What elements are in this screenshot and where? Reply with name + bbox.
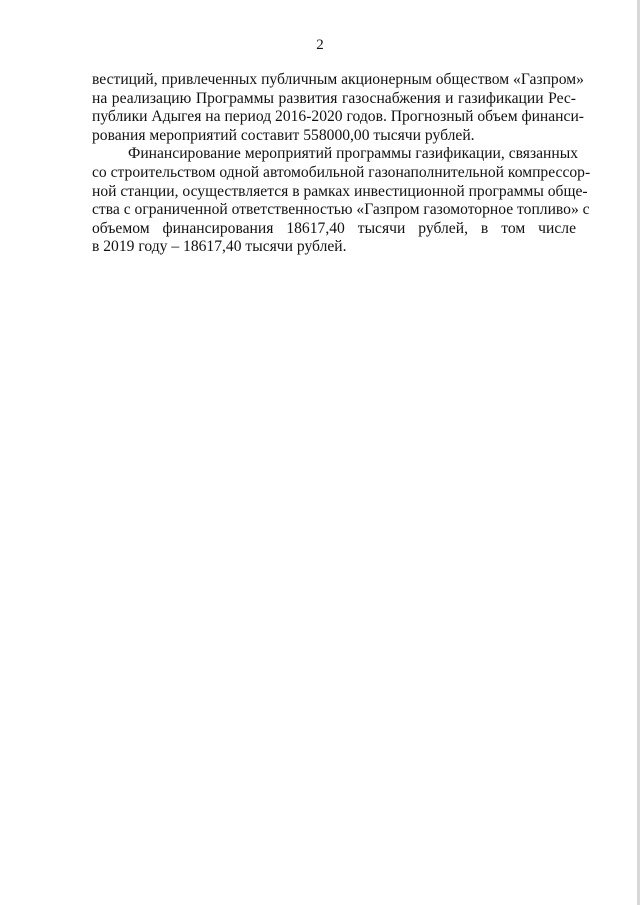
paragraph-financing xyxy=(92,145,591,257)
text-line: ства с ограниченной ответственностью «Газпром газомоторное топливо» с xyxy=(92,201,590,219)
page-number: 2 xyxy=(316,37,324,53)
paragraph-investments xyxy=(92,71,584,145)
text-line: объемом финансирования 18617,40 тысячи рублей, в том числе xyxy=(92,219,576,237)
text-line: ной станции, осуществляется в рамках инвестиционной программы обще- xyxy=(92,182,588,200)
text-line: вестиций, привлеченных публичным акционерным обществом «Газпром» xyxy=(92,71,584,88)
document-body xyxy=(92,71,591,257)
text-line: со строительством одной автомобильной газонаполнительной компрессор- xyxy=(92,163,591,181)
text-line: Финансирование мероприятий программы газификации, связанных xyxy=(128,145,578,163)
text-line: на реализацию Программы развития газоснабжения и газификации Рес- xyxy=(92,89,576,107)
text-line: рования мероприятий составит 558000,00 тысячи рублей. xyxy=(92,126,475,144)
text-line: публики Адыгея на период 2016-2020 годов. Прогнозный объем финанси- xyxy=(92,108,584,126)
text-line: в 2019 году – 18617,40 тысячи рублей. xyxy=(92,238,347,256)
